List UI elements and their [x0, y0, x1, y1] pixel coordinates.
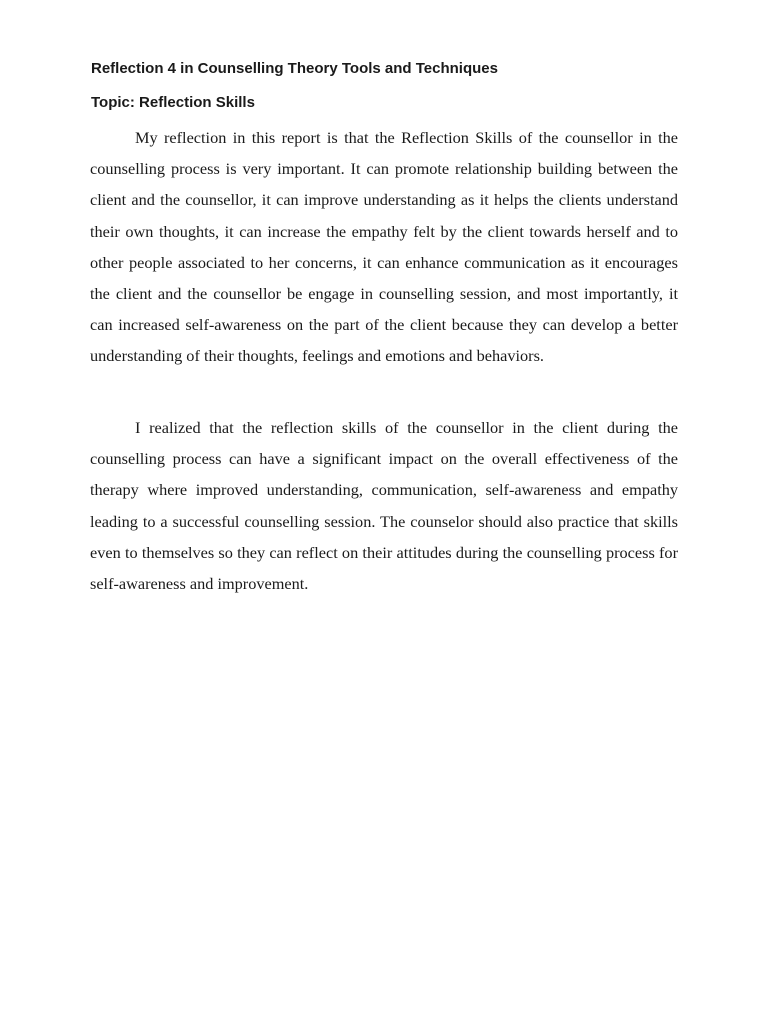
body-paragraph-2: I realized that the reflection skills of the counsellor in the client during the counselling process can have a significant impact on the overall effectiveness of the therapy where improved understanding, communication, self-awareness and empathy leading to a successful counselling session. The counselor should also practice that skills even to themselves so they can reflect on their attitudes during the counselling process for self-awareness and improvement.	[90, 418, 678, 594]
body-paragraph-1: My reflection in this report is that the Reflection Skills of the counsellor in the counselling process is very important. It can promote relationship building between the client and the counsellor, it can improve understanding as it helps the clients understand their own thoughts, it can increase the empathy felt by the client towards herself and to other people associated to her concerns, it can enhance communication as it encourages the client and the counsellor be engage in counselling session, and most importantly, it can increased self-awareness on the part of the client because they can develop a better understanding of their thoughts, feelings and emotions and behaviors.	[90, 128, 678, 366]
document-topic: Topic: Reflection Skills	[91, 94, 255, 111]
document-title: Reflection 4 in Counselling Theory Tools and Techniques	[91, 60, 498, 77]
